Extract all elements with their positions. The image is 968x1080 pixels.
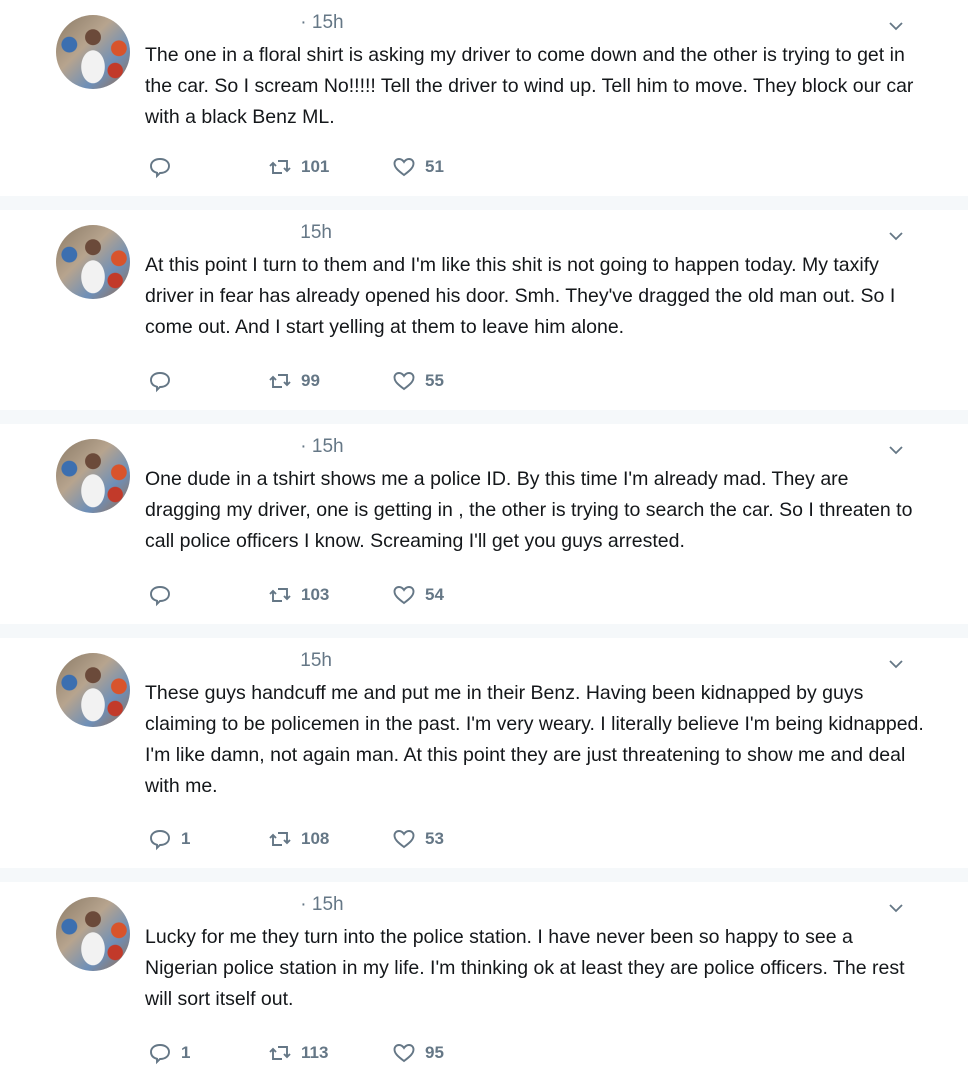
retweet-button[interactable] bbox=[267, 582, 329, 608]
retweet-icon bbox=[267, 1040, 293, 1066]
tweet-time[interactable]: 15h bbox=[300, 222, 332, 243]
tweet-text: One dude in a tshirt shows me a police ID. By this time I'm already mad. They are dragging my driver, one is getting in , the other is trying to search the car. So I threaten to call police officers I know. Screaming I'll get you guys arrested. bbox=[145, 468, 913, 552]
retweet-button[interactable] bbox=[267, 154, 329, 180]
chevron-down-icon[interactable] bbox=[886, 898, 906, 918]
tweet-header bbox=[145, 436, 344, 462]
tweet-card[interactable] bbox=[0, 424, 968, 625]
tweet-time[interactable]: · 15h bbox=[300, 894, 344, 915]
like-button[interactable] bbox=[391, 826, 444, 852]
tweet-card[interactable] bbox=[0, 882, 968, 1080]
retweet-icon bbox=[267, 368, 293, 394]
reply-button[interactable] bbox=[147, 826, 190, 852]
retweet-count: 99 bbox=[301, 371, 320, 390]
retweet-button[interactable] bbox=[267, 368, 320, 394]
heart-icon bbox=[391, 154, 417, 180]
heart-icon bbox=[391, 1040, 417, 1066]
reply-icon bbox=[147, 582, 173, 608]
avatar[interactable] bbox=[56, 439, 130, 513]
tweet-header bbox=[145, 650, 332, 676]
retweet-icon bbox=[267, 582, 293, 608]
tweet-time[interactable]: · 15h bbox=[300, 12, 344, 33]
feed-separator bbox=[0, 868, 968, 882]
chevron-down-icon[interactable] bbox=[886, 226, 906, 246]
heart-icon bbox=[391, 826, 417, 852]
retweet-count: 101 bbox=[301, 157, 330, 176]
feed-separator bbox=[0, 624, 968, 638]
avatar[interactable] bbox=[56, 897, 130, 971]
tweet-text: Lucky for me they turn into the police station. I have never been so happy to see a Nigerian police station in my life. I'm thinking ok at least they are police officers. The rest will sort itself out. bbox=[145, 926, 905, 1010]
author-name-redacted[interactable] bbox=[145, 654, 295, 668]
reply-icon bbox=[147, 826, 173, 852]
avatar[interactable] bbox=[56, 225, 130, 299]
reply-count: 1 bbox=[181, 1043, 191, 1062]
retweet-icon bbox=[267, 154, 293, 180]
tweet-text: The one in a floral shirt is asking my driver to come down and the other is trying to get in the car. So I scream No!!!!! Tell the driver to wind up. Tell him to move. They block our car with a black Benz ML. bbox=[145, 44, 914, 128]
like-button[interactable] bbox=[391, 582, 444, 608]
chevron-down-icon[interactable] bbox=[886, 654, 906, 674]
chevron-down-icon[interactable] bbox=[886, 440, 906, 460]
reply-count: 1 bbox=[181, 829, 191, 848]
chevron-down-icon[interactable] bbox=[886, 16, 906, 36]
reply-button[interactable] bbox=[147, 1040, 190, 1066]
reply-icon bbox=[147, 1040, 173, 1066]
tweet-time[interactable]: 15h bbox=[300, 650, 332, 671]
tweet-text: At this point I turn to them and I'm like this shit is not going to happen today. My taxify driver in fear has already opened his door. Smh. They've dragged the old man out. So I come out. And I start yelling at them to leave him alone. bbox=[145, 254, 896, 338]
avatar[interactable] bbox=[56, 15, 130, 89]
tweet-header bbox=[145, 222, 332, 248]
tweet-card[interactable] bbox=[0, 0, 968, 197]
like-count: 55 bbox=[425, 371, 444, 390]
reply-icon bbox=[147, 154, 173, 180]
tweet-time[interactable]: · 15h bbox=[300, 436, 344, 457]
tweet-text: These guys handcuff me and put me in their Benz. Having been kidnapped by guys claiming to be policemen in the past. I'm very weary. I literally believe I'm being kidnapped. I'm like damn, not again man. At this point they are just threatening to show me and deal with me. bbox=[145, 682, 924, 797]
retweet-count: 108 bbox=[301, 829, 330, 848]
reply-button[interactable] bbox=[147, 368, 181, 394]
like-count: 51 bbox=[425, 157, 444, 176]
tweet-header bbox=[145, 894, 344, 920]
author-name-redacted[interactable] bbox=[145, 440, 295, 454]
author-name-redacted[interactable] bbox=[145, 898, 295, 912]
feed-separator bbox=[0, 410, 968, 424]
like-count: 54 bbox=[425, 585, 444, 604]
retweet-button[interactable] bbox=[267, 1040, 328, 1066]
retweet-count: 103 bbox=[301, 585, 330, 604]
like-button[interactable] bbox=[391, 154, 444, 180]
like-count: 53 bbox=[425, 829, 444, 848]
author-name-redacted[interactable] bbox=[145, 16, 295, 30]
retweet-icon bbox=[267, 826, 293, 852]
like-button[interactable] bbox=[391, 1040, 444, 1066]
reply-icon bbox=[147, 368, 173, 394]
feed-separator bbox=[0, 196, 968, 210]
tweet-card[interactable] bbox=[0, 638, 968, 869]
avatar[interactable] bbox=[56, 653, 130, 727]
reply-button[interactable] bbox=[147, 582, 181, 608]
heart-icon bbox=[391, 582, 417, 608]
reply-button[interactable] bbox=[147, 154, 181, 180]
like-button[interactable] bbox=[391, 368, 444, 394]
retweet-button[interactable] bbox=[267, 826, 329, 852]
tweet-card[interactable] bbox=[0, 210, 968, 411]
retweet-count: 113 bbox=[301, 1043, 329, 1062]
like-count: 95 bbox=[425, 1043, 444, 1062]
heart-icon bbox=[391, 368, 417, 394]
author-name-redacted[interactable] bbox=[145, 226, 295, 240]
tweet-header bbox=[145, 12, 344, 38]
